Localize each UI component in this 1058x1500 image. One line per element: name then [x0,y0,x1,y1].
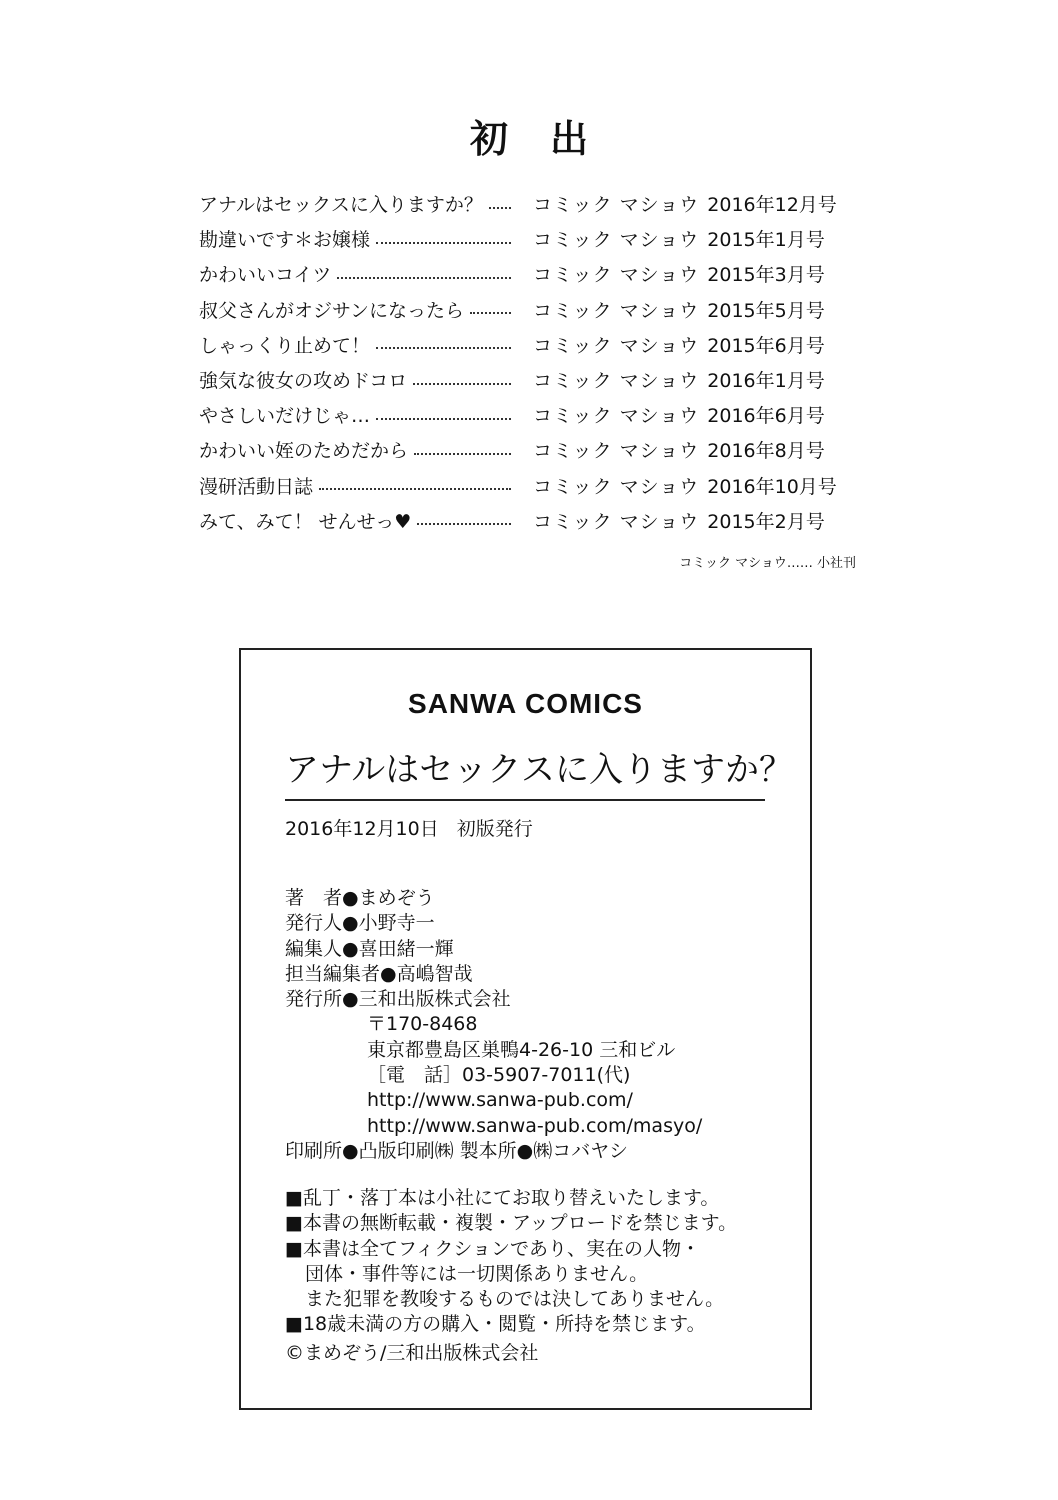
copyright: ©まめぞう/三和出版株式会社 [285,1342,539,1364]
list-item [199,221,859,256]
magazine-name: コミック マショウ [533,229,700,252]
list-item [199,468,859,503]
story-title: 叔父さんがオジサンになったら [199,299,465,322]
list-item [199,292,859,327]
magazine-name: コミック マショウ [533,334,700,357]
magazine-name: コミック マショウ [533,405,700,428]
issue-date: 2015年1月号 [707,229,825,252]
story-title: しゃっくり止めて！ [199,334,371,357]
issue-date: 2015年3月号 [707,264,825,287]
publication-date [285,814,533,841]
list-item [199,432,859,467]
story-title: 漫研活動日誌 [199,475,314,498]
magazine-name: コミック マショウ [533,370,700,393]
magazine-name: コミック マショウ [533,440,700,463]
series-name: SANWA COMICS [408,688,643,719]
story-title: 勘違いです＊お嬢様 [199,229,371,252]
issue-date: 2015年6月号 [707,334,825,357]
leader-dots [337,277,511,279]
date: 2016年12月10日 [285,818,439,840]
notice-line: ■本書の無断転載・複製・アップロードを禁じます。 [285,1212,738,1235]
issue-date: 2016年8月号 [707,440,825,463]
story-title: みて、みて！ せんせっ♥ [199,510,412,533]
magazine-name: コミック マショウ [533,299,700,322]
notice-line: ■乱丁・落丁本は小社にてお取り替えいたします。 [285,1187,720,1209]
printing-line: 印刷所●凸版印刷㈱ 製本所●㈱コバヤシ [285,1139,629,1162]
issue-date: 2016年12月号 [707,194,837,217]
first-appearance-list [199,186,859,538]
notice-line: また犯罪を教唆するものでは決してありません。 [305,1288,725,1311]
leader-dots [414,453,511,455]
issue-date: 2016年1月号 [707,370,825,393]
story-title: 強気な彼女の攻めドコロ [199,370,408,393]
author-line: 著 者●まめぞう [285,887,435,909]
notice-line: 団体・事件等には一切関係ありません。 [305,1262,649,1285]
magazine-name: コミック マショウ [533,475,700,498]
issue-date: 2015年2月号 [707,510,825,533]
list-item [199,362,859,397]
editor-line: 編集人●喜田緒一輝 [285,937,454,960]
issue-date: 2016年10月号 [707,475,837,498]
magazine-name: コミック マショウ [533,510,700,533]
story-title: アナルはセックスに入りますか？ [199,194,483,217]
publisher-person-line: 発行人●小野寺一 [285,912,435,935]
list-item [199,256,859,291]
magazine-url: http://www.sanwa-pub.com/masyo/ [367,1114,703,1137]
story-title: やさしいだけじゃ… [199,405,371,428]
leader-dots [376,242,511,244]
list-item [199,397,859,432]
leader-dots [413,383,511,385]
magazine-name: コミック マショウ [533,194,700,217]
phone: ［電 話］03-5907-7011(代) [367,1064,631,1087]
magazine-name: コミック マショウ [533,264,700,287]
publisher-note: コミック マショウ…… 小社刊 [679,556,856,571]
leader-dots [376,418,511,420]
postal-code: 〒170-8468 [367,1013,478,1036]
website-url: http://www.sanwa-pub.com/ [367,1089,633,1112]
colophon-box [239,648,812,1410]
edition: 初版発行 [456,818,533,840]
list-item [199,186,859,221]
notices [285,1186,737,1338]
leader-dots [376,347,511,349]
list-item [199,503,859,538]
issue-date: 2016年6月号 [707,405,825,428]
leader-dots [319,488,511,490]
first-appearance-heading: 初出 [469,117,630,161]
notice-line: ■本書は全てフィクションであり、実在の人物・ [285,1237,701,1260]
leader-dots [470,312,511,314]
leader-dots [417,523,511,525]
address: 東京都豊島区巣鴨4-26-10 三和ビル [367,1038,676,1061]
story-title: かわいいコイツ [199,264,332,287]
publisher-line: 発行所●三和出版株式会社 [285,988,511,1011]
story-title: かわいい姪のためだから [199,440,409,463]
staff-credits [285,886,702,1164]
list-item [199,327,859,362]
issue-date: 2015年5月号 [707,299,825,322]
leader-dots [489,207,511,209]
notice-line: ■18歳未満の方の購入・閲覧・所持を禁じます。 [285,1313,706,1336]
editor-in-charge-line: 担当編集者●高嶋智哉 [285,962,473,985]
book-title: アナルはセックスに入りますか？ [285,742,765,801]
